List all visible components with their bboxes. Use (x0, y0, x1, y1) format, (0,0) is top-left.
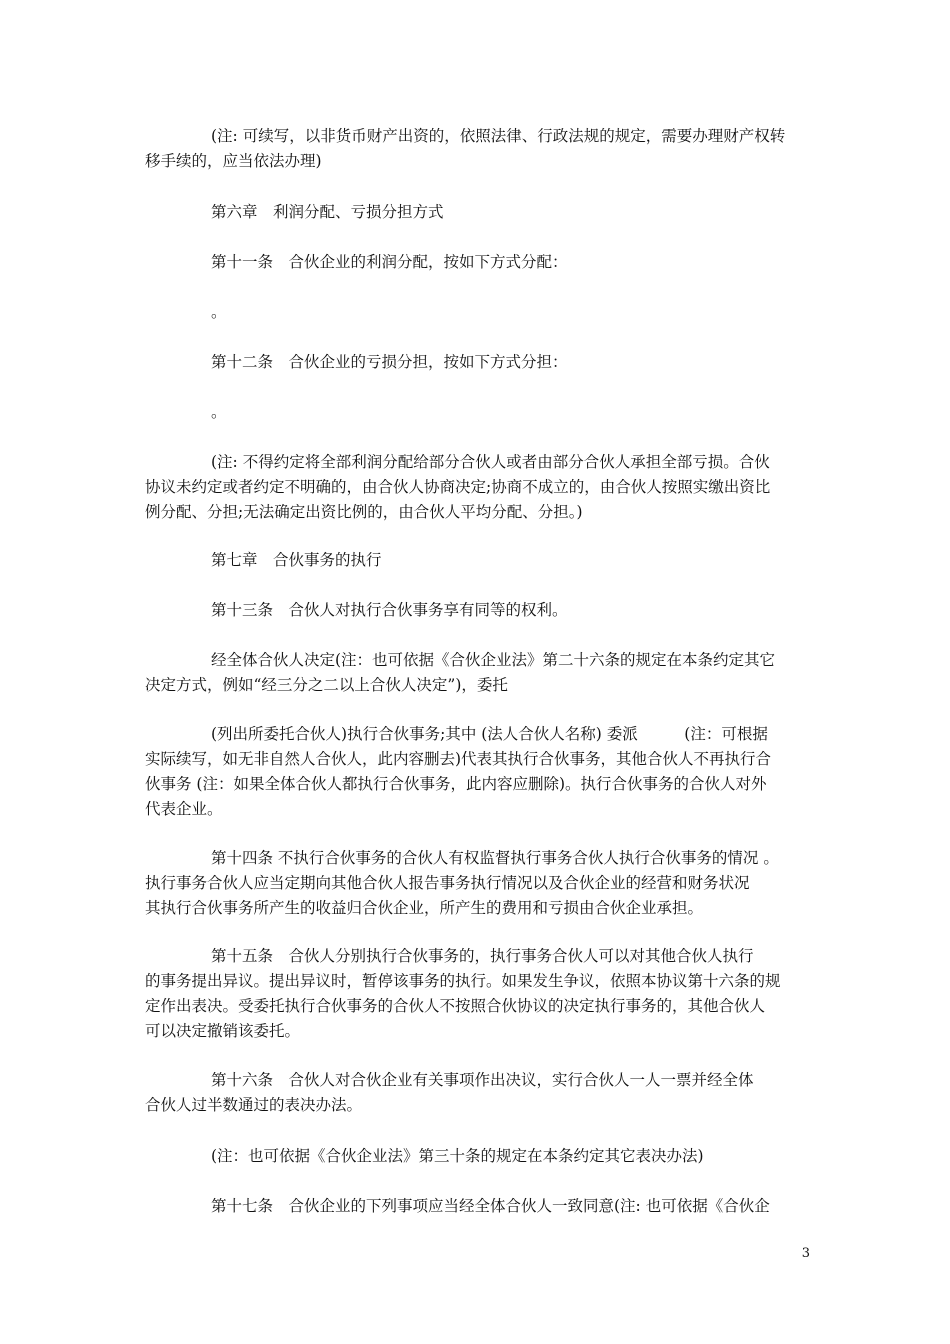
text-line: 第十四条 不执行合伙事务的合伙人有权监督执行事务合伙人执行合伙事务的情况 。 (211, 849, 779, 867)
note-paragraph-noncash-contribution (145, 124, 811, 174)
article-14 (145, 846, 811, 921)
text-line: 经全体合伙人决定(注：也可依据《合伙企业法》第二十六条的规定在本条约定其它 (211, 651, 776, 669)
text-line: 代表企业。 (145, 800, 223, 818)
text-line: (注: 不得约定将全部利润分配给部分合伙人或者由部分合伙人承担全部亏损。合伙 (211, 453, 770, 471)
text-line: 第十三条 合伙人对执行合伙事务享有同等的权利。 (211, 601, 568, 619)
article-11 (145, 250, 811, 275)
article-15 (145, 944, 811, 1044)
text-line: 移手续的，应当依法办理) (145, 152, 322, 170)
text-line: 第十一条 合伙企业的利润分配，按如下方式分配： (211, 253, 568, 271)
chapter-7-heading (145, 548, 811, 573)
text-line: 可以决定撤销该委托。 (145, 1022, 301, 1040)
article-12-blank (145, 400, 811, 425)
text-line: (注: 可续写，以非货币财产出资的，依照法律、行政法规的规定，需要办理财产权转 (211, 127, 786, 145)
text-line: 。 (211, 303, 227, 321)
note-paragraph-voting (145, 1144, 811, 1169)
text-line: 第十二条 合伙企业的亏损分担，按如下方式分担： (211, 353, 568, 371)
article-13-delegation (145, 722, 811, 822)
article-13-decision (145, 648, 811, 698)
text-line: 例分配、分担;无法确定出资比例的，由合伙人平均分配、分担。) (145, 503, 583, 521)
article-17 (145, 1194, 811, 1219)
text-line: 决定方式，例如“经三分之二以上合伙人决定”)，委托 (145, 676, 508, 694)
text-line: 第十五条 合伙人分别执行合伙事务的，执行事务合伙人可以对其他合伙人执行 (211, 947, 754, 965)
text-line: 执行事务合伙人应当定期向其他合伙人报告事务执行情况以及合伙企业的经营和财务状况 (145, 874, 750, 892)
text-line: 的事务提出异议。提出异议时，暂停该事务的执行。如果发生争议，依照本协议第十六条的规 (145, 972, 781, 990)
article-12 (145, 350, 811, 375)
text-line: 第六章 利润分配、亏损分担方式 (211, 203, 444, 221)
text-line: (列出所委托合伙人)执行合伙事务;其中 (法人合伙人名称) 委派 (注：可根据 (211, 725, 768, 743)
text-line: 实际续写，如无非自然人合伙人，此内容删去)代表其执行合伙事务，其他合伙人不再执行合 (145, 750, 772, 768)
text-line: 第七章 合伙事务的执行 (211, 551, 382, 569)
article-13 (145, 598, 811, 623)
text-line: (注：也可依据《合伙企业法》第三十条的规定在本条约定其它表决办法) (211, 1147, 704, 1165)
text-line: 伙事务 (注：如果全体合伙人都执行合伙事务，此内容应删除)。执行合伙事务的合伙人对外 (145, 775, 767, 793)
chapter-6-heading (145, 200, 811, 225)
text-line: 第十六条 合伙人对合伙企业有关事项作出决议，实行合伙人一人一票并经全体 (211, 1071, 754, 1089)
text-line: 第十七条 合伙企业的下列事项应当经全体合伙人一致同意(注: 也可依据《合伙企 (211, 1197, 770, 1215)
article-11-blank (145, 300, 811, 325)
text-line: 协议未约定或者约定不明确的，由合伙人协商决定;协商不成立的，由合伙人按照实缴出资比 (145, 478, 771, 496)
text-line: 合伙人过半数通过的表决办法。 (145, 1096, 363, 1114)
article-16 (145, 1068, 811, 1118)
text-line: 。 (211, 403, 227, 421)
text-line: 定作出表决。受委托执行合伙事务的合伙人不按照合伙协议的决定执行事务的，其他合伙人 (145, 997, 766, 1015)
text-line: 其执行合伙事务所产生的收益归合伙企业，所产生的费用和亏损由合伙企业承担。 (145, 899, 704, 917)
note-paragraph-profit-loss (145, 450, 811, 525)
page-number: 3 (801, 1246, 810, 1261)
